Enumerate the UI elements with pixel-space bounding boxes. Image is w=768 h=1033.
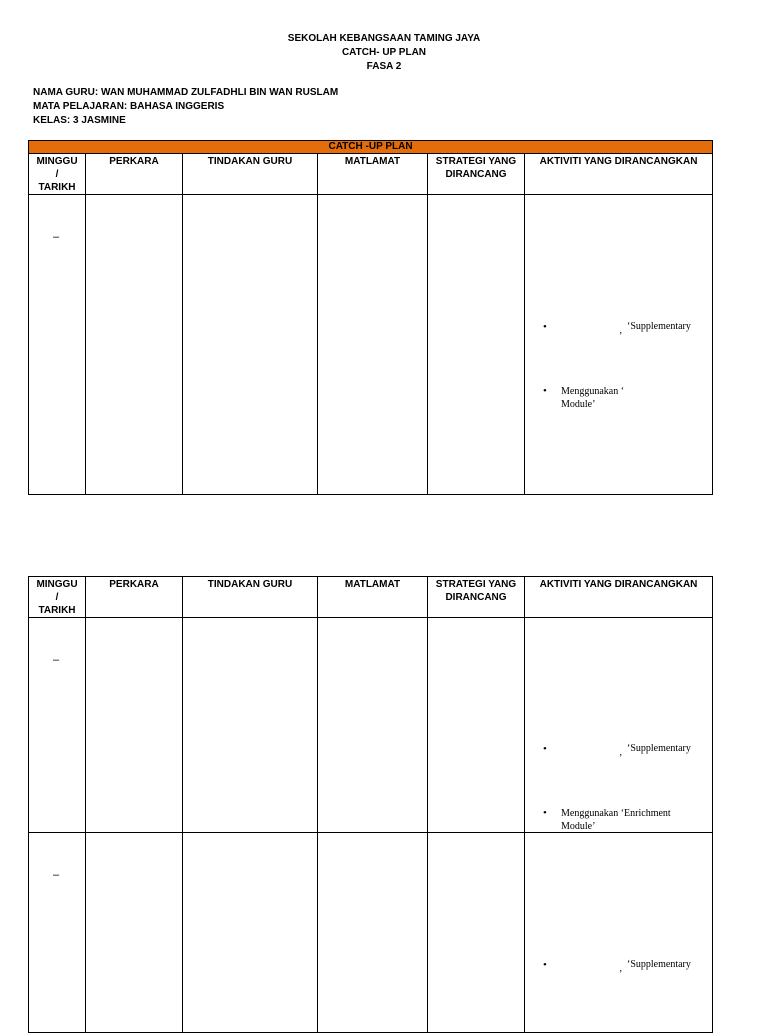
activity-cell: • ‘Supplementary ’ • Menggunakan ‘Enrichment Module’ <box>525 618 713 833</box>
table-banner: CATCH -UP PLAN <box>29 141 713 154</box>
catch-up-table-2 <box>28 576 713 1033</box>
col-perkara-header: PERKARA <box>86 154 183 195</box>
col-minggu-header: MINGGU / TARIKH <box>29 577 86 618</box>
table-row <box>29 833 713 1033</box>
activity-cell: • ‘Supplementary ’ <box>525 833 713 1033</box>
col-perkara-header: PERKARA <box>86 577 183 618</box>
col-aktiviti-header: AKTIVITI YANG DIRANCANGKAN <box>525 154 713 195</box>
teacher-name: NAMA GURU: WAN MUHAMMAD ZULFADHLI BIN WAN RUSLAM <box>33 87 339 98</box>
phase-title: FASA 2 <box>366 61 402 72</box>
table-row <box>29 195 713 495</box>
col-tindakan-header: TINDAKAN GURU <box>183 154 318 195</box>
col-strategi-header: STRATEGI YANG DIRANCANG <box>428 577 525 618</box>
col-matlamat-header: MATLAMAT <box>318 577 428 618</box>
col-matlamat-header: MATLAMAT <box>318 154 428 195</box>
col-tindakan-header: TINDAKAN GURU <box>183 577 318 618</box>
activity-cell: • ‘Supplementary ’ • Menggunakan ‘ Module’ <box>525 195 713 495</box>
subject-name: MATA PELAJARAN: BAHASA INGGERIS <box>33 101 225 112</box>
plan-title: CATCH- UP PLAN <box>341 47 427 58</box>
table-row <box>29 618 713 833</box>
col-strategi-header: STRATEGI YANG DIRANCANG <box>428 154 525 195</box>
school-name: SEKOLAH KEBANGSAAN TAMING JAYA <box>287 33 481 44</box>
catch-up-table-1 <box>28 140 713 495</box>
class-name: KELAS: 3 JASMINE <box>33 115 126 126</box>
col-aktiviti-header: AKTIVITI YANG DIRANCANGKAN <box>525 577 713 618</box>
col-minggu-header: MINGGU / TARIKH <box>29 154 86 195</box>
date-dash: – <box>53 231 60 243</box>
date-dash: – <box>53 869 60 881</box>
date-dash: – <box>53 654 60 666</box>
